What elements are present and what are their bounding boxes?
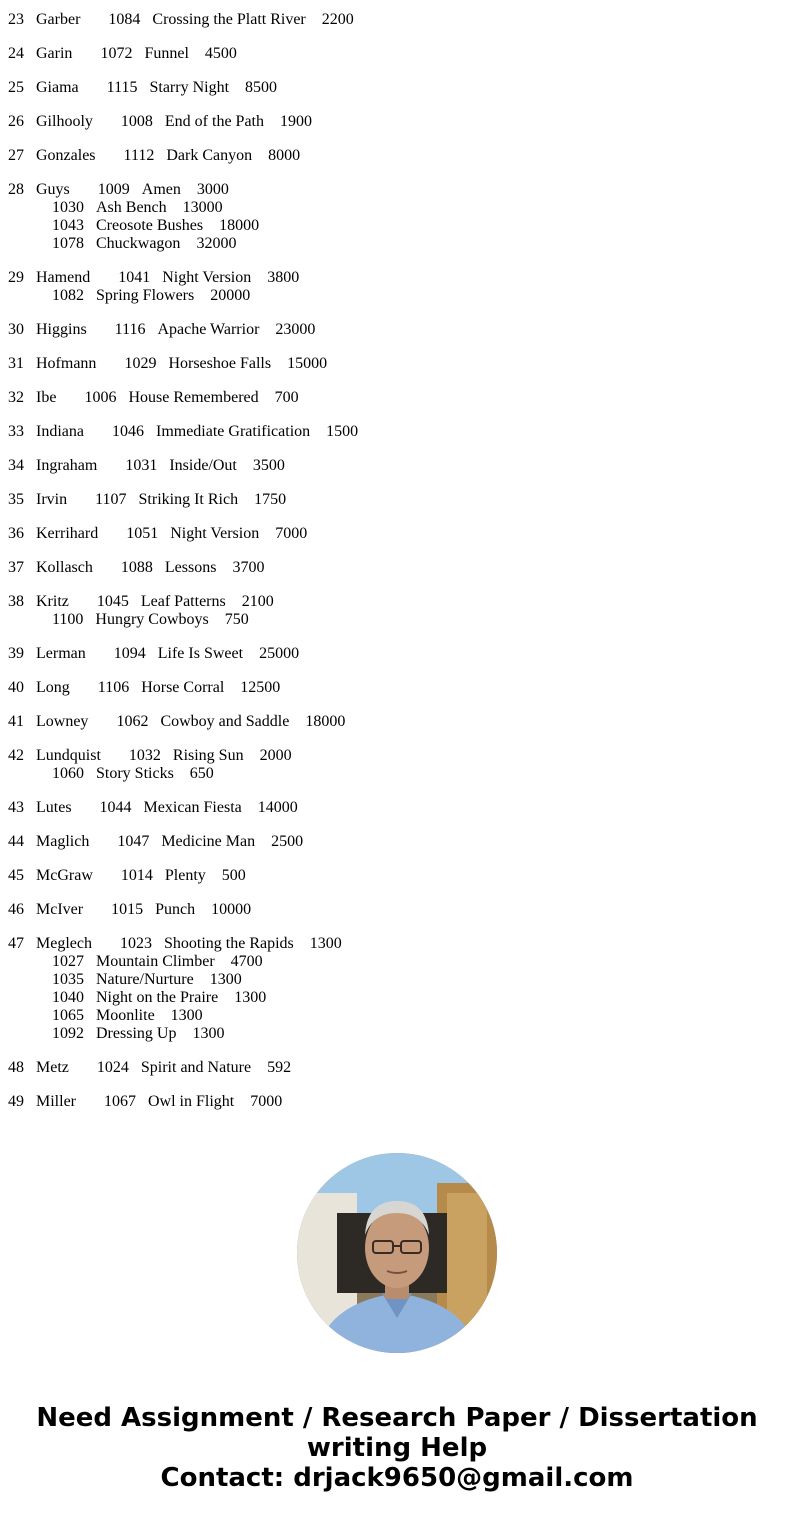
artwork-price: 18000	[305, 713, 346, 730]
artwork-id: 1115	[106, 79, 138, 96]
artist-name: McIver	[36, 901, 84, 918]
record-subline	[8, 217, 768, 235]
artwork-title: Crossing the Platt River	[152, 11, 306, 28]
artwork-id: 1045	[96, 593, 129, 610]
artwork-title: House Remembered	[128, 389, 259, 406]
artwork-price: 32000	[196, 235, 237, 252]
artwork-id: 1112	[123, 147, 155, 164]
artwork-id: 1044	[99, 799, 132, 816]
artwork-price: 3800	[267, 269, 300, 286]
record-number: 27	[8, 147, 24, 164]
artwork-title: Spring Flowers	[96, 287, 195, 304]
artwork-list	[8, 11, 768, 1127]
record-line	[8, 11, 768, 29]
artwork-price: 20000	[210, 287, 251, 304]
record-number: 47	[8, 935, 24, 952]
promo-line-3: Contact: drjack9650@gmail.com	[160, 1463, 634, 1493]
artwork-id: 1047	[117, 833, 150, 850]
artwork-title: Cowboy and Saddle	[160, 713, 290, 730]
artwork-id: 1116	[114, 321, 146, 338]
artist-name: Indiana	[36, 423, 84, 440]
artwork-id: 1065	[52, 1007, 84, 1024]
artwork-title: Dressing Up	[96, 1025, 177, 1042]
record-line	[8, 355, 768, 373]
artwork-id: 1029	[124, 355, 157, 372]
artwork-title: Plenty	[164, 867, 206, 884]
artwork-title: Starry Night	[149, 79, 230, 96]
promo-line-2: writing Help	[306, 1433, 488, 1463]
artwork-id: 1084	[108, 11, 141, 28]
artwork-price: 1300	[192, 1025, 225, 1042]
artwork-id: 1092	[52, 1025, 84, 1042]
artwork-id: 1015	[111, 901, 144, 918]
artwork-price: 650	[189, 765, 214, 782]
record-number: 45	[8, 867, 24, 884]
list-item	[8, 113, 768, 131]
artwork-price: 1300	[234, 989, 267, 1006]
artwork-price: 7000	[275, 525, 308, 542]
artist-name: Lowney	[36, 713, 89, 730]
artwork-title: Mexican Fiesta	[143, 799, 242, 816]
artwork-price: 4500	[204, 45, 237, 62]
artwork-price: 3000	[196, 181, 229, 198]
artist-name: Metz	[36, 1059, 69, 1076]
record-number: 28	[8, 181, 24, 198]
record-line	[8, 423, 768, 441]
record-number: 26	[8, 113, 24, 130]
artist-name: McGraw	[36, 867, 93, 884]
artwork-id: 1046	[111, 423, 144, 440]
record-number: 41	[8, 713, 24, 730]
record-line	[8, 645, 768, 663]
artwork-id: 1009	[97, 181, 130, 198]
record-number: 35	[8, 491, 24, 508]
list-item	[8, 269, 768, 305]
artwork-id: 1078	[52, 235, 84, 252]
record-subline	[8, 287, 768, 305]
record-number: 37	[8, 559, 24, 576]
artwork-id: 1094	[113, 645, 146, 662]
artwork-id: 1060	[52, 765, 84, 782]
artwork-title: Leaf Patterns	[140, 593, 226, 610]
artwork-title: Shooting the Rapids	[163, 935, 294, 952]
record-number: 34	[8, 457, 24, 474]
record-subline	[8, 953, 768, 971]
artwork-title: Medicine Man	[161, 833, 256, 850]
list-item	[8, 935, 768, 1043]
artwork-title: Rising Sun	[172, 747, 244, 764]
artwork-title: Spirit and Nature	[140, 1059, 252, 1076]
artwork-id: 1008	[120, 113, 153, 130]
record-number: 42	[8, 747, 24, 764]
record-line	[8, 457, 768, 475]
list-item	[8, 833, 768, 851]
record-line	[8, 113, 768, 131]
artwork-title: Immediate Gratification	[155, 423, 311, 440]
record-line	[8, 559, 768, 577]
artwork-id: 1067	[104, 1093, 136, 1110]
artwork-price: 750	[224, 611, 249, 628]
record-line	[8, 79, 768, 97]
artwork-price: 13000	[182, 199, 223, 216]
list-item	[8, 713, 768, 731]
artist-name: Hamend	[36, 269, 91, 286]
record-number: 46	[8, 901, 24, 918]
artwork-title: Amen	[141, 181, 181, 198]
artwork-price: 18000	[219, 217, 260, 234]
artwork-id: 1041	[118, 269, 151, 286]
record-number: 32	[8, 389, 24, 406]
artist-name: Kritz	[36, 593, 69, 610]
artist-name: Ingraham	[36, 457, 98, 474]
promo-banner	[0, 1403, 794, 1493]
list-item	[8, 181, 768, 253]
artwork-price: 2000	[259, 747, 292, 764]
list-item	[8, 389, 768, 407]
record-number: 40	[8, 679, 24, 696]
artist-name: Irvin	[36, 491, 68, 508]
artist-name: Guys	[36, 181, 70, 198]
artwork-price: 14000	[257, 799, 298, 816]
artist-name: Kollasch	[36, 559, 93, 576]
artist-name: Garin	[36, 45, 73, 62]
list-item	[8, 679, 768, 697]
artwork-id: 1006	[84, 389, 117, 406]
artwork-title: Mountain Climber	[96, 953, 215, 970]
record-subline	[8, 1025, 768, 1043]
record-number: 23	[8, 11, 24, 28]
record-number: 24	[8, 45, 24, 62]
record-subline	[8, 1007, 768, 1025]
record-line	[8, 747, 768, 765]
artist-name: Gilhooly	[36, 113, 93, 130]
record-number: 25	[8, 79, 24, 96]
artist-name: Miller	[36, 1093, 76, 1110]
record-subline	[8, 199, 768, 217]
record-number: 31	[8, 355, 24, 372]
artist-name: Higgins	[36, 321, 87, 338]
artwork-id: 1024	[96, 1059, 129, 1076]
artwork-id: 1088	[120, 559, 153, 576]
record-number: 30	[8, 321, 24, 338]
artwork-id: 1040	[52, 989, 84, 1006]
artist-name: Lundquist	[36, 747, 101, 764]
artwork-id: 1035	[52, 971, 84, 988]
record-line	[8, 1059, 768, 1077]
artwork-id: 1100	[52, 611, 84, 628]
artwork-title: Dark Canyon	[166, 147, 253, 164]
artwork-id: 1072	[100, 45, 133, 62]
artwork-title: Moonlite	[96, 1007, 155, 1024]
artwork-id: 1023	[119, 935, 152, 952]
record-number: 44	[8, 833, 24, 850]
record-number: 43	[8, 799, 24, 816]
list-item	[8, 1059, 768, 1077]
record-line	[8, 389, 768, 407]
record-number: 33	[8, 423, 24, 440]
artwork-title: End of the Path	[164, 113, 264, 130]
artwork-title: Punch	[155, 901, 196, 918]
artwork-title: Horseshoe Falls	[168, 355, 272, 372]
artist-name: Giama	[36, 79, 79, 96]
artwork-price: 1300	[209, 971, 242, 988]
artwork-price: 700	[274, 389, 299, 406]
artwork-id: 1107	[95, 491, 127, 508]
record-number: 48	[8, 1059, 24, 1076]
artist-name: Maglich	[36, 833, 90, 850]
artwork-title: Ash Bench	[96, 199, 167, 216]
artwork-title: Lessons	[164, 559, 217, 576]
artwork-title: Owl in Flight	[148, 1093, 235, 1110]
artwork-price: 1300	[309, 935, 342, 952]
record-line	[8, 269, 768, 287]
record-subline	[8, 611, 768, 629]
list-item	[8, 457, 768, 475]
list-item	[8, 79, 768, 97]
record-line	[8, 181, 768, 199]
artwork-id: 1027	[52, 953, 84, 970]
record-subline	[8, 765, 768, 783]
record-line	[8, 867, 768, 885]
artwork-price: 2100	[241, 593, 274, 610]
artwork-price: 23000	[275, 321, 316, 338]
artwork-title: Life Is Sweet	[157, 645, 244, 662]
list-item	[8, 799, 768, 817]
promo-line-1: Need Assignment / Research Paper / Dissertation	[36, 1403, 758, 1433]
artist-name: Lerman	[36, 645, 86, 662]
list-item	[8, 593, 768, 629]
artist-name: Gonzales	[36, 147, 96, 164]
artwork-title: Apache Warrior	[157, 321, 260, 338]
artist-name: Hofmann	[36, 355, 97, 372]
list-item	[8, 525, 768, 543]
record-number: 29	[8, 269, 24, 286]
list-item	[8, 747, 768, 783]
artwork-title: Creosote Bushes	[96, 217, 204, 234]
record-line	[8, 147, 768, 165]
list-item	[8, 559, 768, 577]
list-item	[8, 45, 768, 63]
artwork-id: 1043	[52, 217, 84, 234]
artwork-id: 1031	[125, 457, 158, 474]
list-item	[8, 901, 768, 919]
artist-name: Garber	[36, 11, 81, 28]
artwork-price: 2500	[271, 833, 304, 850]
record-line	[8, 833, 768, 851]
artwork-id: 1106	[97, 679, 130, 696]
artist-name: Meglech	[36, 935, 92, 952]
record-line	[8, 491, 768, 509]
record-line	[8, 679, 768, 697]
artwork-title: Chuckwagon	[96, 235, 181, 252]
artwork-price: 8000	[268, 147, 301, 164]
artwork-price: 1750	[254, 491, 287, 508]
record-subline	[8, 971, 768, 989]
artwork-price: 1300	[170, 1007, 203, 1024]
artwork-price: 3500	[252, 457, 285, 474]
record-number: 38	[8, 593, 24, 610]
artwork-price: 7000	[250, 1093, 283, 1110]
artwork-price: 4700	[230, 953, 263, 970]
record-line	[8, 525, 768, 543]
list-item	[8, 491, 768, 509]
record-line	[8, 799, 768, 817]
list-item	[8, 147, 768, 165]
artwork-price: 592	[267, 1059, 292, 1076]
list-item	[8, 867, 768, 885]
artwork-price: 25000	[259, 645, 300, 662]
record-line	[8, 901, 768, 919]
artwork-price: 1900	[279, 113, 312, 130]
artwork-id: 1062	[116, 713, 149, 730]
record-line	[8, 1093, 768, 1111]
artwork-title: Nature/Nurture	[96, 971, 194, 988]
artwork-id: 1032	[128, 747, 161, 764]
list-item	[8, 1093, 768, 1111]
artwork-id: 1014	[120, 867, 153, 884]
artwork-title: Night Version	[170, 525, 260, 542]
artwork-price: 15000	[287, 355, 328, 372]
artist-name: Kerrihard	[36, 525, 99, 542]
list-item	[8, 11, 768, 29]
artist-name: Lutes	[36, 799, 72, 816]
list-item	[8, 423, 768, 441]
record-subline	[8, 235, 768, 253]
artwork-title: Inside/Out	[169, 457, 237, 474]
artwork-id: 1051	[126, 525, 159, 542]
artwork-title: Funnel	[144, 45, 189, 62]
artist-name: Long	[36, 679, 70, 696]
record-line	[8, 321, 768, 339]
artwork-title: Night on the Praire	[96, 989, 219, 1006]
avatar	[297, 1153, 497, 1353]
record-number: 39	[8, 645, 24, 662]
artwork-id: 1030	[52, 199, 84, 216]
artwork-id: 1082	[52, 287, 84, 304]
list-item	[8, 645, 768, 663]
artwork-title: Story Sticks	[96, 765, 174, 782]
list-item	[8, 321, 768, 339]
record-line	[8, 713, 768, 731]
artwork-price: 2200	[321, 11, 354, 28]
artwork-price: 10000	[211, 901, 252, 918]
artwork-title: Horse Corral	[141, 679, 225, 696]
record-line	[8, 593, 768, 611]
portrait-photo	[297, 1153, 497, 1353]
record-line	[8, 935, 768, 953]
artwork-price: 500	[221, 867, 246, 884]
list-item	[8, 355, 768, 373]
artwork-price: 1500	[326, 423, 359, 440]
artwork-price: 8500	[245, 79, 278, 96]
record-number: 36	[8, 525, 24, 542]
artwork-title: Night Version	[162, 269, 252, 286]
record-line	[8, 45, 768, 63]
artwork-price: 3700	[232, 559, 265, 576]
record-subline	[8, 989, 768, 1007]
record-number: 49	[8, 1093, 24, 1110]
artist-name: Ibe	[36, 389, 57, 406]
artwork-price: 12500	[240, 679, 281, 696]
artwork-title: Hungry Cowboys	[95, 611, 209, 628]
artwork-title: Striking It Rich	[138, 491, 239, 508]
